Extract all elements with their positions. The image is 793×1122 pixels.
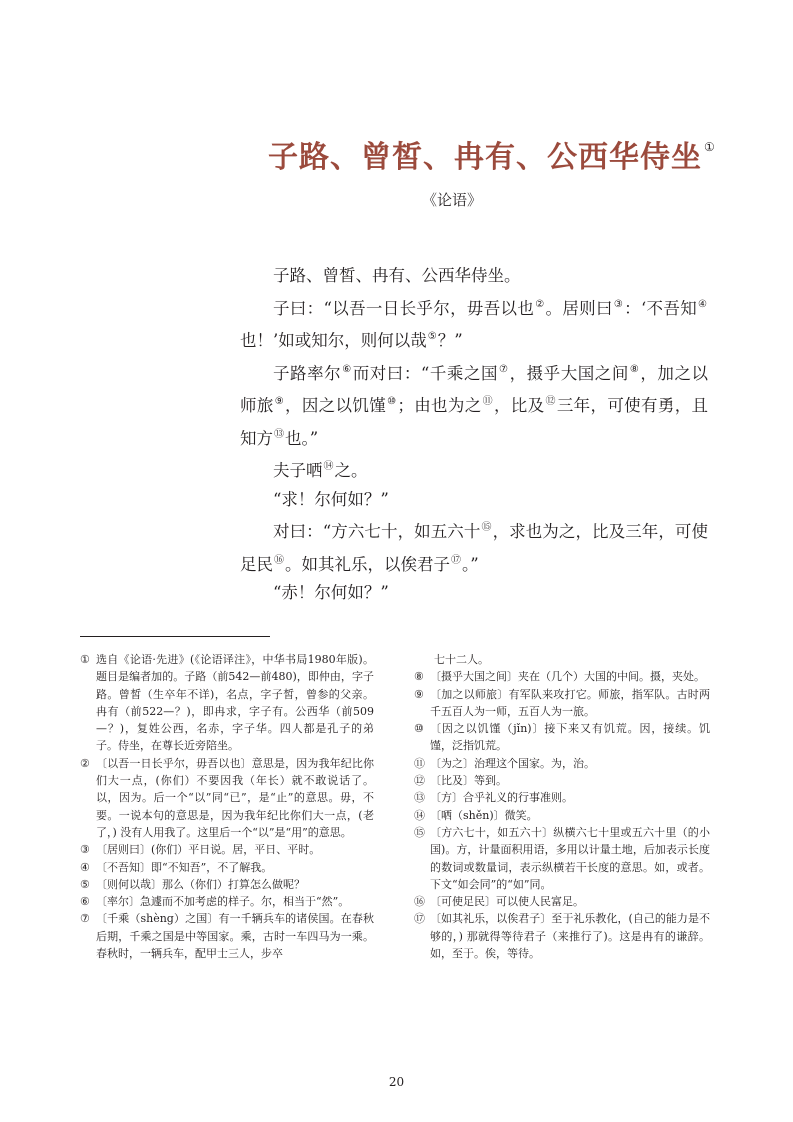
text-run: ？” (437, 331, 463, 350)
paragraph-2 (240, 291, 708, 356)
footnote-ref[interactable]: ⑮ (481, 522, 492, 533)
text-run: 。居则曰 (545, 298, 613, 318)
footnote-ref[interactable]: ⑨ (274, 396, 284, 407)
footnote-ref[interactable]: ⑬ (274, 428, 284, 440)
footnote-item (80, 841, 374, 858)
footnote-number: ⑥ (80, 895, 90, 909)
lesson-title-text: 子路、曾皙、冉有、公西华侍坐 (268, 140, 702, 175)
footnote-text: 〔则何以哉〕那么（你们）打算怎么做呢？ (96, 877, 305, 891)
footnote-item (414, 789, 710, 806)
footnote-item (80, 651, 374, 755)
footnote-ref[interactable]: ⑦ (499, 363, 509, 375)
footnote-item (414, 686, 710, 721)
footnote-item (414, 668, 710, 685)
footnote-ref[interactable]: ⑫ (545, 396, 556, 407)
text-run: 也。” (285, 428, 319, 448)
footnote-text: 〔可使足民〕可以使人民富足。 (430, 895, 584, 909)
footnote-item (80, 893, 374, 910)
footnote-item (414, 720, 710, 755)
footnote-ref[interactable]: ④ (698, 298, 708, 310)
footnote-ref[interactable]: ③ (613, 298, 624, 310)
footnote-number: ② (80, 756, 90, 770)
footnote-ref[interactable]: ⑥ (342, 363, 352, 375)
paragraph-3 (240, 356, 708, 454)
footnote-number: ⑭ (414, 808, 425, 822)
source-line: 《论语》 (422, 191, 483, 209)
footnote-item (80, 910, 374, 962)
text-run: 。” (462, 554, 479, 574)
footnote-text: 〔方六七十，如五六十〕纵横六七十里或五六十里（的小国)。方，计量面积用语，多用以计量土地，后加表示长度的数词或数量词，表示纵横若干长度的意思。如，或者。下文“如会同”的“如”同。 (430, 825, 710, 891)
footnote-number: ① (80, 653, 90, 666)
footnote-number: ④ (80, 860, 90, 874)
footnote-item (414, 893, 710, 910)
text-run: ，摄乎大国之间 (509, 363, 629, 383)
footnote-text: 〔比及〕等到。 (430, 774, 507, 788)
footnote-item (414, 910, 710, 962)
text-run: 。如其礼乐，以俟君子 (285, 554, 450, 574)
text-run: 子曰：“以吾一日长乎尔，毋吾以也 (273, 298, 535, 318)
footnote-text: 〔千乘（shèng）之国〕有一千辆兵车的诸侯国。在春秋后期，千乘之国是中等国家。乘，古时一车四马为一乘。春秋时，一辆兵车，配甲士三人，步卒 (96, 912, 374, 961)
footnote-text: 〔为之〕治理这个国家。为，治。 (430, 756, 595, 770)
footnote-item (414, 772, 710, 789)
paragraph-6 (240, 514, 708, 579)
paragraph-1: 子路、曾皙、冉有、公西华侍坐。 (273, 266, 521, 285)
text-run: ，比及 (493, 396, 545, 415)
text-run: 夫子哂 (273, 461, 323, 480)
text-run: ：‘不吾知 (624, 298, 698, 318)
footnote-text: 〔如其礼乐，以俟君子〕至于礼乐教化，(自己的能力是不够的，) 那就得等待君子（来推行了)。这是冉有的谦辞。如，至于。俟，等待。 (430, 912, 710, 961)
footnote-text: 〔不吾知〕即“不知吾”，不了解我。 (96, 860, 273, 874)
footnote-ref[interactable]: ⑤ (427, 331, 437, 342)
footnote-number: ⑩ (414, 722, 424, 736)
footnote-divider (80, 636, 270, 637)
text-run: 之。 (334, 461, 368, 480)
footnote-text: 〔以吾一日长乎尔，毋吾以也〕意思是，因为我年纪比你们大一点，(你们）不要因我（年长）就不敢说话了。以，因为。后一个“以”同“已”，是“止”的意思。毋，不要。一说本句的意思是，因为我年纪比你们大一点，(老了，) 没有人用我了。这里后一个“以”是“用”的意思。 (96, 756, 374, 839)
footnote-number: ⑦ (80, 912, 90, 926)
footnote-number: ⑬ (414, 791, 425, 805)
lesson-title (268, 132, 716, 176)
footnotes-right-column (414, 651, 710, 962)
footnote-ref[interactable]: ⑭ (323, 461, 334, 472)
footnote-number: ⑰ (414, 912, 425, 926)
main-text (240, 262, 708, 608)
footnote-number: ⑨ (414, 687, 424, 701)
footnote-number: ⑤ (80, 877, 90, 891)
text-run: 子路率尔 (273, 363, 342, 383)
paragraph-7: “赤！尔何如？” (273, 583, 389, 602)
text-run: 也！’如或知尔，则何以哉 (240, 331, 427, 350)
text-run: ，加之以师旅 (240, 363, 709, 415)
paragraph-4 (240, 453, 708, 486)
footnote-text: 〔哂（shěn)〕微笑。 (430, 808, 538, 822)
text-run: 三年，可使有勇，且知方 (240, 396, 709, 448)
footnote-ref[interactable]: ⑩ (387, 396, 397, 407)
footnote-text: 〔因之以饥馑（jǐn)〕接下来又有饥荒。因，接续。饥馑，泛指饥荒。 (430, 722, 710, 753)
page-number: 20 (388, 1075, 405, 1089)
footnotes-left-column (80, 651, 374, 962)
footnote-ref[interactable]: ⑧ (629, 363, 640, 375)
text-run: 对曰：“方六七十，如五六十 (273, 522, 481, 541)
footnote-number: ⑧ (414, 670, 424, 684)
footnote-text: 〔居则曰〕(你们）平日说。居，平日、平时。 (96, 843, 321, 857)
footnote-ref[interactable]: ⑰ (451, 554, 461, 566)
footnote-text: 选自《论语·先进》(《论语译注》，中华书局1980年版)。题目是编者加的。子路（前542—前480)，即仲由，字子路。曾皙（生卒年不详)，名点，字子皙，曾参的父亲。冉有（前522—？)，即冉求，字子有。公西华（前509—？)，复姓公西，名赤，字子华。四人都是孔子的弟子。侍坐，在尊长近旁陪坐。 (96, 653, 374, 753)
footnote-number: ⑮ (414, 825, 425, 839)
footnote-number: ⑫ (414, 774, 425, 788)
text-run: 而对曰：“千乘之国 (352, 363, 499, 383)
footnote-item (80, 876, 374, 893)
footnote-ref[interactable]: ② (535, 298, 545, 310)
footnote-item (414, 807, 710, 824)
footnote-item (80, 755, 374, 841)
footnote-text: 〔率尔〕急遽而不加考虑的样子。尔，相当于“然”。 (96, 895, 350, 909)
footnote-item (414, 824, 710, 893)
title-footnote-ref[interactable]: ① (704, 140, 716, 154)
text-run: ，因之以饥馑 (285, 396, 387, 415)
footnote-item (80, 859, 374, 876)
text-run: ；由也为之 (397, 396, 482, 415)
footnote-number: ③ (80, 843, 90, 857)
footnote-text: 〔方〕合乎礼义的行事准则。 (430, 791, 573, 805)
footnote-text: 〔加之以师旅〕有军队来攻打它。师旅，指军队。古时两千五百人为一师，五百人为一旅。 (430, 687, 710, 718)
paragraph-5: “求！尔何如？” (273, 489, 389, 509)
footnote-text: 〔摄乎大国之间〕夹在（几个）大国的中间。摄，夹处。 (430, 670, 705, 684)
footnote-number: ⑪ (414, 756, 425, 770)
footnote-number: ⑯ (414, 895, 425, 909)
footnote-ref[interactable]: ⑯ (274, 554, 284, 566)
footnote-item (414, 755, 710, 772)
text-run: ，求也为之，比及三年，可使足民 (240, 522, 709, 574)
footnote-continuation: 七十二人。 (434, 653, 489, 666)
footnote-ref[interactable]: ⑪ (482, 396, 493, 407)
